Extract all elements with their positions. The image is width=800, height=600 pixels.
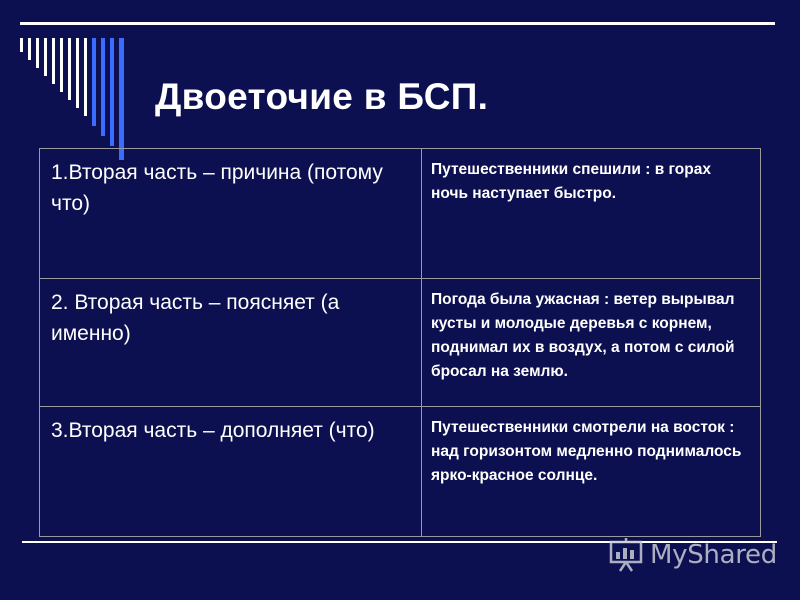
- example-cell: Путешественники спешили : в горах ночь наступает быстро.: [422, 149, 761, 279]
- slide-title: Двоеточие в БСП.: [155, 76, 489, 117]
- table-row: [40, 149, 761, 279]
- example-cell: Погода была ужасная : ветер вырывал кусты и молодые деревья с корнем, поднимал их в воздух, а потом с силой бросал на землю.: [422, 279, 761, 407]
- rule-cell: 3.Вторая часть – дополняет (что): [40, 407, 422, 537]
- table-row: [40, 279, 761, 407]
- watermark-text: MyShared: [650, 540, 777, 570]
- table-row: [40, 407, 761, 537]
- presentation-board-icon: [608, 537, 644, 573]
- rules-table: [39, 148, 761, 537]
- rule-cell: 2. Вторая часть – поясняет (а именно): [40, 279, 422, 407]
- watermark: [608, 533, 777, 577]
- example-cell: Путешественники смотрели на восток : над горизонтом медленно поднималось ярко-красное солнце.: [422, 407, 761, 537]
- rule-cell: 1.Вторая часть – причина (потому что): [40, 149, 422, 279]
- top-divider-line: [20, 22, 775, 25]
